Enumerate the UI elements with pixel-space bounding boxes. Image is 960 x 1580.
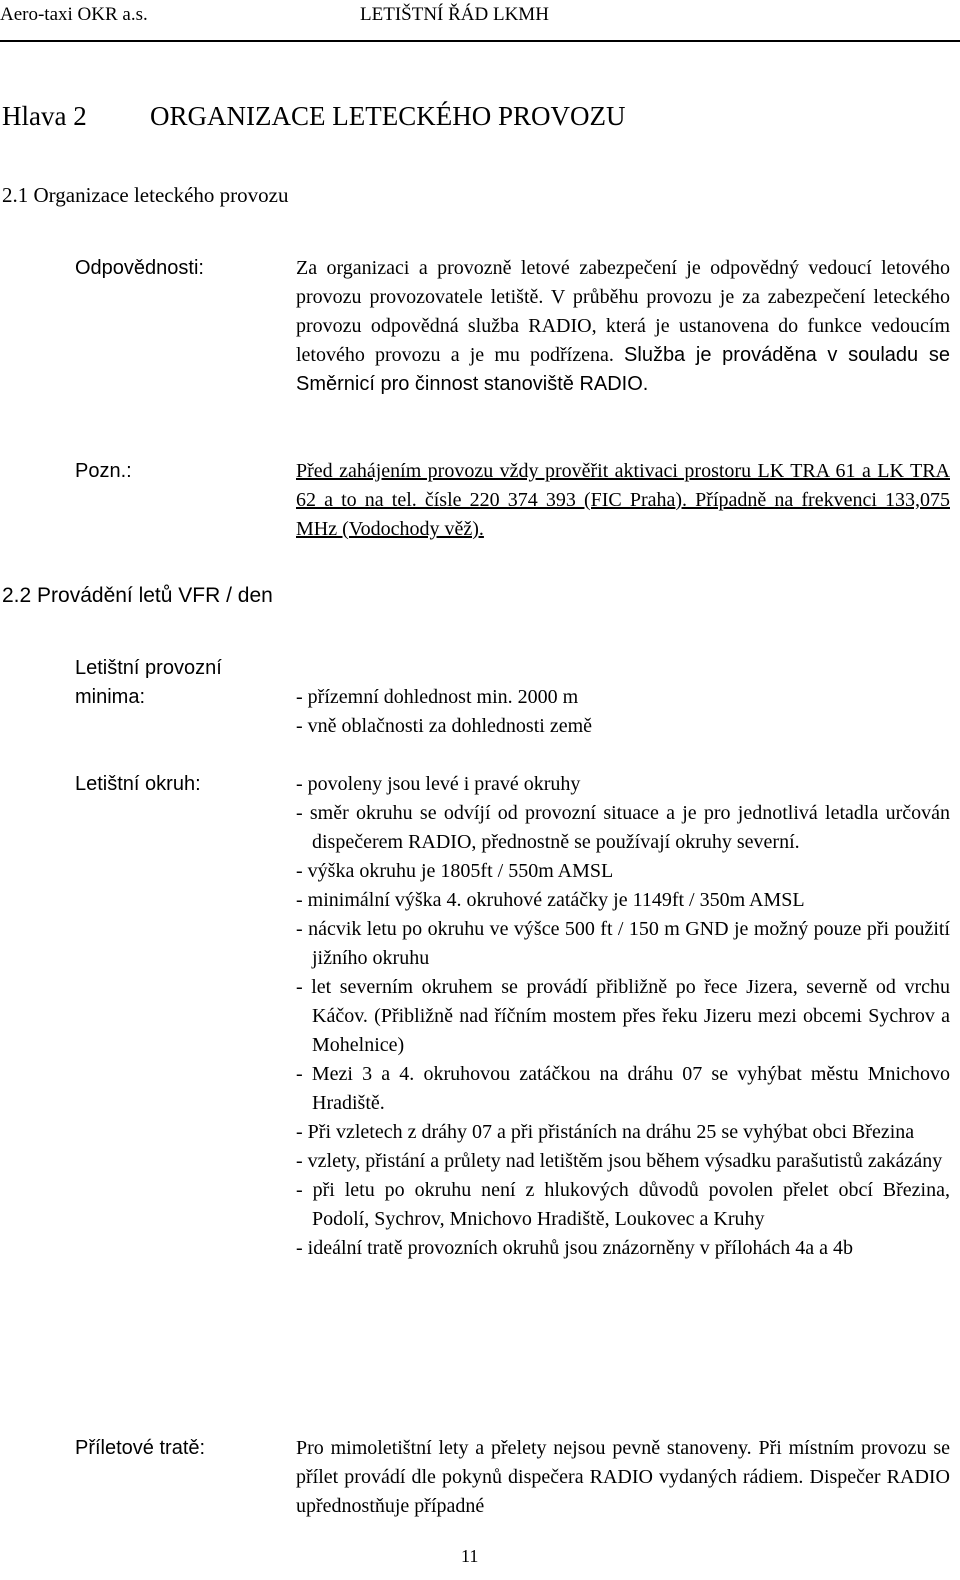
list-item: - při letu po okruhu není z hlukových důvodů povolen přelet obcí Březina, Podolí, Sychrov, Mnichovo Hradiště, Loukovec a Kruhy <box>296 1179 950 1230</box>
list-item: - směr okruhu se odvíjí od provozní situace a je pro jednotlivá letadla určován dispečerem RADIO, přednostně se používají okruhy severní. <box>296 802 950 853</box>
list-item: - výška okruhu je 1805ft / 550m AMSL <box>296 860 614 882</box>
minima-label-line1: Letištní provozní <box>75 657 222 679</box>
responsibilities-text-directive: Služba je prováděna v souladu se Směrnicí pro činnost stanoviště RADIO. <box>296 344 950 395</box>
section-2-1-title: 2.1 Organizace leteckého provozu <box>2 183 289 207</box>
responsibilities-text-main: Za organizaci a provozně letové zabezpečení je odpovědný vedoucí letového provozu provozovatele letiště. V průběhu provozu je za zabezpečení leteckého provozu odpovědná služba RADIO, která je ustanovena do funkce vedoucím letového provozu a je mu podřízena. <box>296 257 950 366</box>
circuit-list <box>296 770 950 1263</box>
note-label: Pozn.: <box>75 460 132 482</box>
header-document-title: LETIŠTNÍ ŘÁD LKMH <box>360 4 549 25</box>
list-item: - let severním okruhem se provádí přibližně po řece Jizera, severně od vrchu Káčov. (Přibližně nad říčním mostem přes řeku Jizeru mezi obcemi Sychrov a Mohelnice) <box>296 976 950 1056</box>
header-company: Aero-taxi OKR a.s. <box>0 4 148 25</box>
list-item: - minimální výška 4. okruhové zatáčky je 1149ft / 350m AMSL <box>296 889 805 911</box>
list-item: - vzlety, přistání a průlety nad letištěm jsou během výsadku parašutistů zakázány <box>296 1150 943 1172</box>
page-number: 11 <box>461 1546 479 1566</box>
arrival-routes-text: Pro mimoletištní lety a přelety nejsou pevně stanoveny. Při místním provozu se přílet provádí dle pokynů dispečera RADIO vydaných rádiem. Dispečer RADIO upřednostňuje případné <box>296 1437 950 1517</box>
list-item: - Mezi 3 a 4. okruhovou zatáčkou na dráhu 07 se vyhýbat městu Mnichovo Hradiště. <box>296 1063 950 1114</box>
note-text: Před zahájením provozu vždy prověřit aktivaci prostoru LK TRA 61 a LK TRA 62 a to na tel. čísle 220 374 393 (FIC Praha). Případně na frekvenci 133,075 MHz (Vodochody věž). <box>296 460 950 540</box>
minima-label-line2: minima: <box>75 686 146 708</box>
minima-list <box>296 683 950 741</box>
responsibilities-text <box>296 254 950 399</box>
arrival-routes-label: Příletové tratě: <box>75 1437 206 1459</box>
section-2-2-title: 2.2 Provádění letů VFR / den <box>2 584 273 607</box>
circuit-label: Letištní okruh: <box>75 773 201 795</box>
list-item: - nácvik letu po okruhu ve výšce 500 ft / 150 m GND je možný pouze při použití jižního okruhu <box>296 918 950 969</box>
list-item: - vně oblačnosti za dohlednosti země <box>296 715 593 737</box>
responsibilities-label: Odpovědnosti: <box>75 257 204 279</box>
chapter-title: ORGANIZACE LETECKÉHO PROVOZU <box>150 101 626 131</box>
list-item: - Při vzletech z dráhy 07 a při přistáních na dráhu 25 se vyhýbat obci Březina <box>296 1121 915 1143</box>
list-item: - povoleny jsou levé i pravé okruhy <box>296 773 581 795</box>
chapter-number: Hlava 2 <box>2 101 87 131</box>
list-item: - přízemní dohlednost min. 2000 m <box>296 686 579 708</box>
list-item: - ideální tratě provozních okruhů jsou znázorněny v přílohách 4a a 4b <box>296 1237 854 1259</box>
header-divider <box>0 40 960 42</box>
